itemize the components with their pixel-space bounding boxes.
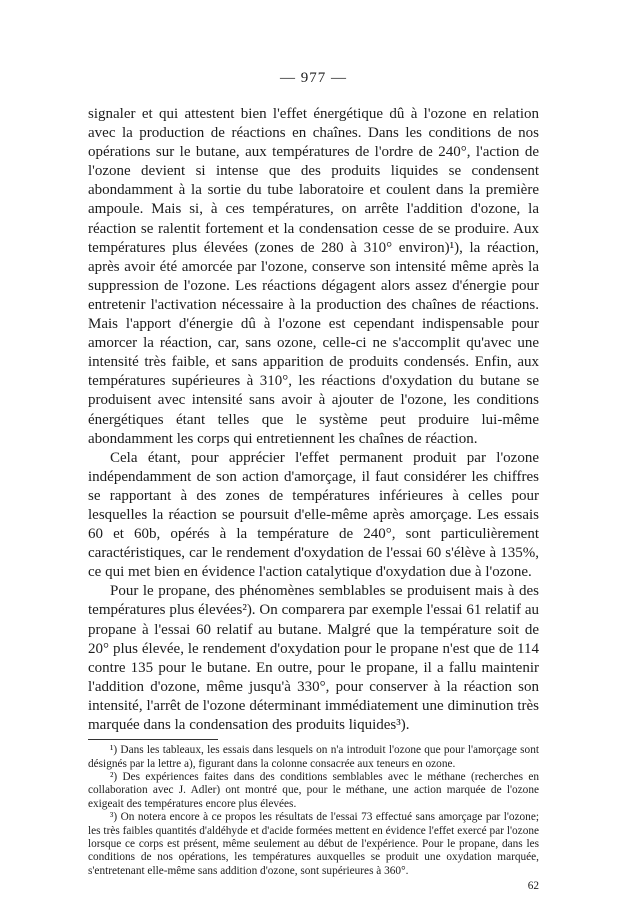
paragraph-3: Pour le propane, des phénomènes semblables se produisent mais à des températures plus élevées²). On comparera par exemple l'essai 61 relatif au propane à l'essai 60 relatif au butane. Malgré que la température soit de 20° plus élevée, le rendement d'oxydation pour le propane n'est que de 114 contre 135 pour le butane. En outre, pour le propane, il a fallu maintenir l'addition d'ozone, même jusqu'à 330°, pour conserver à la réaction son intensité, l'arrêt de l'ozone déterminant immédiatement une diminution très marquée dans la condensation des produits liquides³).	[88, 583, 539, 733]
document-page	[88, 70, 539, 892]
body-text	[88, 105, 539, 735]
paragraph-2: Cela étant, pour apprécier l'effet permanent produit par l'ozone indépendamment de son action d'amorçage, il faut considérer les chiffres se rapportant à des zones de températures inférieures à celles pour lesquelles la réaction se poursuit d'elle-même après amorçage. Les essais 60 et 60b, opérés à la température de 240°, sont particulièrement caractéristiques, car le rendement d'oxydation de l'essai 60 s'élève à 135%, ce qui met bien en évidence l'action catalytique d'oxydation due à l'ozone.	[88, 449, 539, 581]
footnote-2: ²) Des expériences faites dans des conditions semblables avec le méthane (recherches en collaboration avec J. Adler) ont montré que, pour le méthane, une action marquée de l'ozone exigeait des températures encore plus élevées.	[88, 770, 539, 810]
footnote-3: ³) On notera encore à ce propos les résultats de l'essai 73 effectué sans amorçage par l'ozone; les très faibles quantités d'aldéhyde et d'acide formées mettent en évidence l'effet exercé par l'ozone lorsque ce corps est présent, même seulement au début de l'expérience. Pour le propane, dans les conditions de nos opérations, les températures auxquelles se produit une oxydation marquée, s'entretenant elle-même sans addition d'ozone, sont supérieures à 360°.	[88, 811, 539, 877]
footnotes	[88, 744, 539, 878]
printer-signature-mark: 62	[527, 880, 539, 893]
paragraph-1: signaler et qui attestent bien l'effet énergétique dû à l'ozone en relation avec la production de réactions en chaînes. Dans les conditions de nos opérations sur le butane, aux températures de l'ordre de 240°, l'action de l'ozone devient si intense que des produits liquides se condensent abondamment à la sortie du tube laboratoire et coulent dans la première ampoule. Mais si, à ces températures, on arrête l'addition d'ozone, la réaction se ralentit fortement et la condensation cesse de se produire. Aux températures plus élevées (zones de 280 à 310° environ)¹), la réaction, après avoir été amorcée par l'ozone, conserve son intensité même après la suppression de l'ozone. Les réactions dégagent alors assez d'énergie pour entretenir l'activation nécessaire à la production des chaînes de réactions. Mais l'apport d'énergie dû à l'ozone est cependant indispensable pour amorcer la réaction, car, sans ozone, celle-ci ne s'accomplit qu'avec une intensité très faible, et sans apparition de produits condensés. Enfin, aux températures supérieures à 310°, les réactions d'oxydation du butane se produisent avec intensité sans avoir à ajouter de l'ozone, les conditions énergétiques étant telles que le système peut produire lui-même abondamment les corps qui entretiennent les chaînes de réaction.	[88, 106, 539, 447]
page-number: — 977 —	[280, 70, 347, 86]
footnote-divider	[88, 739, 218, 740]
footnote-1: ¹) Dans les tableaux, les essais dans lesquels on n'a introduit l'ozone que pour l'amorçage sont désignés par la lettre a), figurant dans la colonne consacrée aux teneurs en ozone.	[88, 744, 539, 770]
